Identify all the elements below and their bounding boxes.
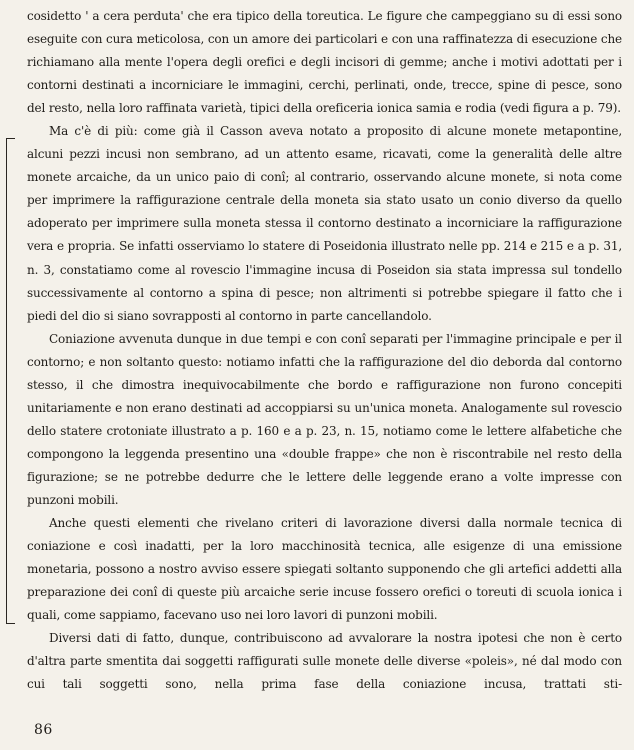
paragraph-2: Coniazione avvenuta dunque in due tempi e con conî separati per l'immagine principale e per il contorno; e non soltanto questo: notiamo infatti che la raffigurazione del dio deborda dal contorno stesso, il che dimostra inequivocabilmente che bordo e raffigurazione non furono concepiti unitariamente e non erano destinati ad accoppiarsi su un'unica moneta. Analogamente sul rovescio dello statere crotoniate illustrato a p. 160 e a p. 23, n. 15, notiamo come le lettere alfabetiche che compongono la leggenda presentino una «double frappe» che non è riscontrabile nel resto della figurazione; se ne potrebbe dedurre che le lettere delle leggende erano a volte impresse con punzoni mobili. [27, 331, 622, 507]
paragraph-4: Diversi dati di fatto, dunque, contribuiscono ad avvalorare la nostra ipotesi che non è certo d'altra parte smentita dai soggetti raffigurati sulle monete delle diverse «poleis», né dal modo con cui tali soggetti sono, nella prima fase della coniazione incusa, trattati sti- [27, 631, 622, 692]
margin-bracket [6, 138, 15, 624]
paragraph-1: Ma c'è di più: come già il Casson aveva notato a proposito di alcune monete metapontine, alcuni pezzi incusi non sembrano, ad un attento esame, ricavati, come la generalità delle altre monete arcaiche, da un unico paio di conî; al contrario, osservando alcune monete, si nota come per imprimere la raffigurazione centrale della moneta sia stato usato un conio diverso da quello adoperato per imprimere sulla moneta stessa il contorno destinato a incorniciare la raffigurazione vera e propria. Se infatti osserviamo lo statere di Poseidonia illustrato nelle pp. 214 e 215 e a p. 31, n. 3, constatiamo come al rovescio l'immagine incusa di Poseidon sia stata impressa sul tondello successivamente al contorno a spina di pesce; non altrimenti si potrebbe spiegare il fatto che i piedi del dio si siano sovrapposti al contorno in parte cancellandolo. [27, 124, 622, 323]
page-number: 86 [34, 722, 53, 738]
paragraph-3: Anche questi elementi che rivelano criteri di lavorazione diversi dalla normale tecnica di coniazione e così inadatti, per la loro macchinosità tecnica, alle esigenze di una emissione monetaria, possono a nostro avviso essere spiegati soltanto supponendo che gli artefici addetti alla preparazione dei conî di queste più arcaiche serie incuse fossero orefici o toreuti di scuola ionica i quali, come sappiamo, facevano uso nei loro lavori di punzoni mobili. [27, 516, 622, 623]
body-text [27, 5, 622, 696]
paragraph-0: cosidetto ' a cera perduta' che era tipico della toreutica. Le figure che campeggiano su di essi sono eseguite con cura meticolosa, con un amore dei particolari e con una raffinatezza di esecuzione che richiamano alla mente l'opera degli orefici e degli incisori di gemme; anche i motivi adottati per i contorni destinati a incorniciare le immagini, cerchi, perlinati, onde, trecce, spine di pesce, sono del resto, nella loro raffinata varietà, tipici della oreficeria ionica samia e rodia (vedi figura a p. 79). [27, 9, 622, 116]
